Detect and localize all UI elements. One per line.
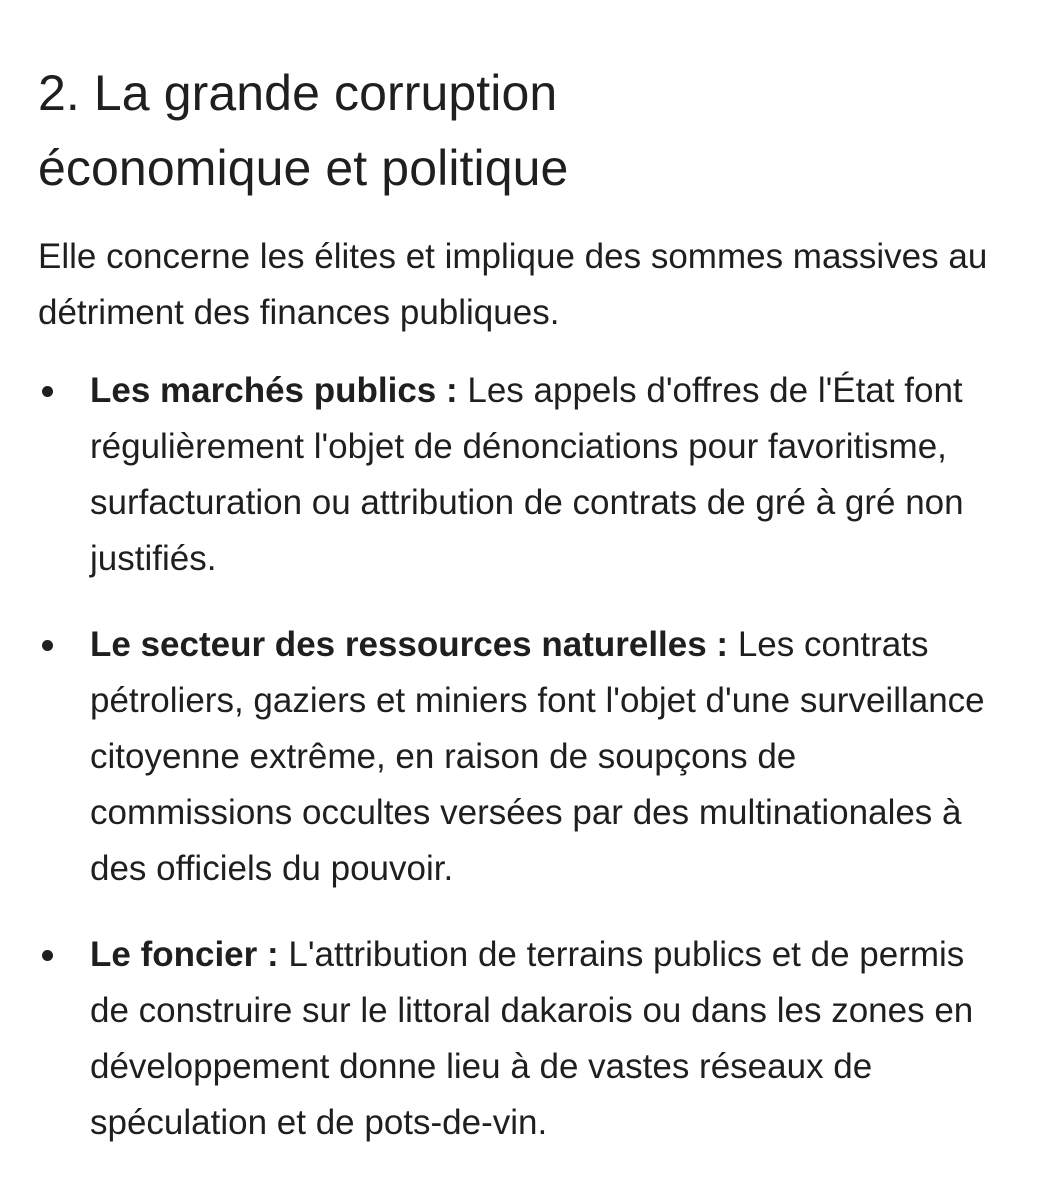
bullet-dot-icon	[42, 640, 53, 651]
bullet-text: Les contrats pétroliers, gaziers et miniers font l'objet d'une surveillance citoyenne extrême, en raison de soupçons de commissions occultes versées par des multinationales à des officiels du pouvoir.	[90, 625, 985, 888]
bullet-dot-icon	[42, 950, 53, 961]
section-intro: Elle concerne les élites et implique des sommes massives au détriment des finances publiques.	[38, 237, 988, 332]
bullet-text: L'attribution de terrains publics et de permis de construire sur le littoral dakarois ou dans les zones en développement donne lieu à de vastes réseaux de spéculation et de pots-de-vin.	[90, 935, 974, 1142]
section-heading	[38, 56, 1008, 206]
section-heading-line-2: économique et politique	[38, 140, 569, 196]
bullet-title: Les marchés publics :	[90, 371, 458, 410]
bullet-list	[38, 363, 1008, 1151]
bullet-title: Le foncier :	[90, 935, 279, 974]
bullet-item-marches-publics	[38, 363, 1008, 587]
bullet-text: Les appels d'offres de l'État font régulièrement l'objet de dénonciations pour favoritisme, surfacturation ou attribution de contrats de gré à gré non justifiés.	[90, 371, 964, 578]
bullet-title: Le secteur des ressources naturelles :	[90, 625, 729, 664]
bullet-dot-icon	[42, 386, 53, 397]
bullet-item-ressources-naturelles	[38, 617, 1008, 897]
document-content	[38, 56, 1008, 1181]
section-heading-line-1: 2. La grande corruption	[38, 65, 558, 121]
bullet-item-foncier	[38, 927, 1008, 1151]
